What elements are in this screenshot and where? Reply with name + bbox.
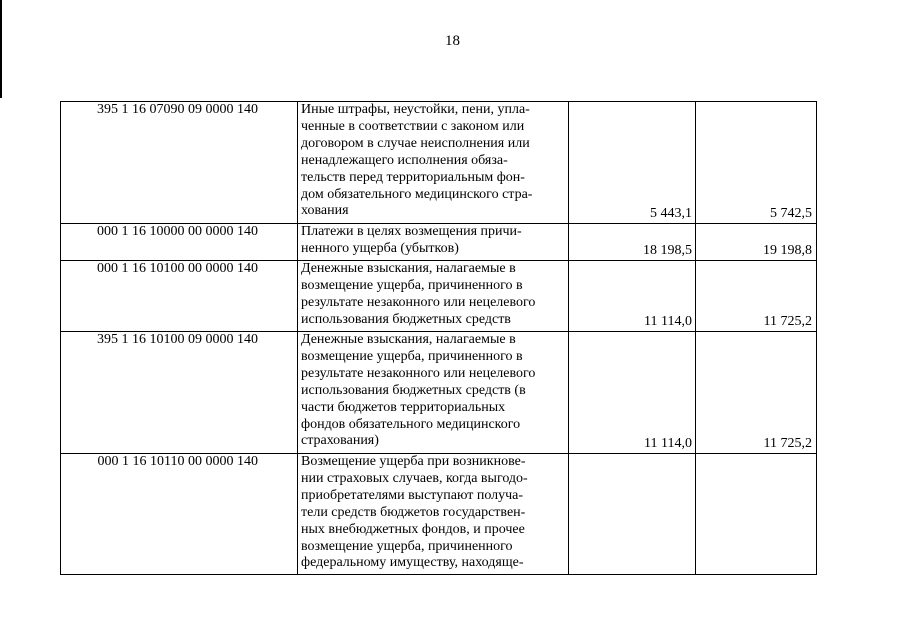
- value-column-1: [569, 454, 696, 575]
- description-line: фондов обязательного медицинского: [301, 416, 521, 432]
- value-column-1: 18 198,5: [569, 224, 696, 261]
- description-line: федеральному имуществу, находяще-: [301, 555, 524, 571]
- description-line: хования: [301, 203, 349, 219]
- description-line: использования бюджетных средств: [301, 311, 511, 327]
- description-line: части бюджетов территориальных: [301, 399, 506, 415]
- value-column-2: 19 198,8: [696, 224, 817, 261]
- description-line: дом обязательного медицинского стра-: [301, 186, 533, 202]
- item-description: [298, 261, 569, 332]
- description-line: приобретателями выступают получа-: [301, 487, 524, 503]
- table-row: [61, 102, 817, 224]
- description-line: результате незаконного или нецелевого: [301, 294, 536, 310]
- value-column-2: 11 725,2: [696, 332, 817, 454]
- budget-code: 395 1 16 07090 09 0000 140: [61, 102, 298, 224]
- description-line: нии страховых случаев, когда выгодо-: [301, 470, 528, 486]
- value-column-1: 11 114,0: [569, 261, 696, 332]
- value-column-1: 5 443,1: [569, 102, 696, 224]
- description-line: Возмещение ущерба при возникнове-: [301, 454, 526, 469]
- description-line: возмещение ущерба, причиненного в: [301, 277, 523, 293]
- description-line: тельств перед территориальным фон-: [301, 169, 525, 185]
- description-line: ченные в соответствии с законом или: [301, 118, 525, 134]
- description-line: ных внебюджетных фондов, и прочее: [301, 521, 525, 537]
- budget-code: 000 1 16 10110 00 0000 140: [61, 454, 298, 575]
- table-row: [61, 454, 817, 575]
- value-column-2: 11 725,2: [696, 261, 817, 332]
- description-line: Денежные взыскания, налагаемые в: [301, 261, 516, 276]
- description-line: ненадлежащего исполнения обяза-: [301, 152, 508, 168]
- page-number: 18: [445, 33, 460, 49]
- description-line: результате незаконного или нецелевого: [301, 365, 536, 381]
- table-row: [61, 332, 817, 454]
- description-line: ненного ущерба (убытков): [301, 240, 459, 256]
- value-column-1: 11 114,0: [569, 332, 696, 454]
- description-line: Денежные взыскания, налагаемые в: [301, 332, 516, 347]
- description-line: тели средств бюджетов государствен-: [301, 504, 526, 520]
- budget-code: 395 1 16 10100 09 0000 140: [61, 332, 298, 454]
- description-line: Иные штрафы, неустойки, пени, упла-: [301, 102, 530, 117]
- description-line: договором в случае неисполнения или: [301, 135, 530, 151]
- item-description: [298, 454, 569, 575]
- budget-code: 000 1 16 10100 00 0000 140: [61, 261, 298, 332]
- budget-code: 000 1 16 10000 00 0000 140: [61, 224, 298, 261]
- description-line: страхования): [301, 433, 379, 449]
- description-line: использования бюджетных средств (в: [301, 382, 526, 398]
- item-description: [298, 332, 569, 454]
- value-column-2: 5 742,5: [696, 102, 817, 224]
- description-line: возмещение ущерба, причиненного в: [301, 348, 523, 364]
- item-description: [298, 102, 569, 224]
- budget-table: [60, 101, 817, 575]
- table-row: [61, 261, 817, 332]
- value-column-2: [696, 454, 817, 575]
- description-line: возмещение ущерба, причиненного: [301, 538, 513, 554]
- item-description: [298, 224, 569, 261]
- description-line: Платежи в целях возмещения причи-: [301, 224, 522, 239]
- table-row: [61, 224, 817, 261]
